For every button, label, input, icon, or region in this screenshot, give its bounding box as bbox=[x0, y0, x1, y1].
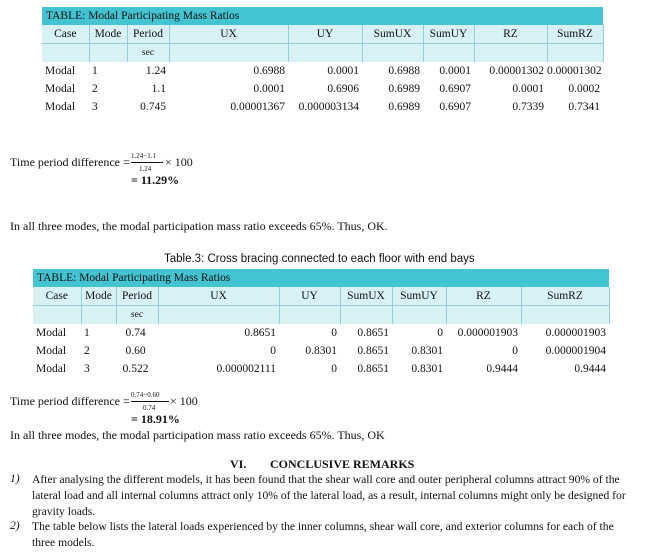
item-text: The table below lists the lateral loads experienced by the inner columns, shear wall core, and exterior columns for each of the three models. bbox=[32, 520, 614, 549]
table-cell: 0.0001 bbox=[439, 65, 471, 77]
table-cell: 1.1 bbox=[151, 83, 166, 95]
unit-cell bbox=[423, 44, 474, 63]
table-cell: 0.00001302 bbox=[489, 65, 544, 77]
table-cell: 0.000001904 bbox=[545, 345, 606, 357]
table-cell: 0.9444 bbox=[574, 363, 606, 375]
calc-result: = 18.91% bbox=[131, 412, 180, 426]
table-cell: 0.8651 bbox=[357, 327, 389, 339]
table-cell: 0 bbox=[437, 327, 443, 339]
table-cell: 0.0002 bbox=[568, 83, 600, 95]
table-cell: 3 bbox=[92, 101, 98, 113]
table-cell: 0.6906 bbox=[327, 83, 359, 95]
table-cell: 2 bbox=[92, 83, 98, 95]
table-cell: 0.6988 bbox=[253, 65, 285, 77]
table-row bbox=[33, 360, 609, 378]
header-cell: SumUX bbox=[362, 25, 423, 44]
table-cell: 0.74 bbox=[125, 327, 146, 339]
calc-denominator: 1.24 bbox=[139, 165, 152, 173]
unit-cell bbox=[392, 306, 446, 325]
unit-cell bbox=[42, 44, 89, 63]
unit-cell bbox=[33, 306, 81, 325]
table-cell: 0.8651 bbox=[357, 363, 389, 375]
table-cell: 0.8301 bbox=[411, 363, 443, 375]
header-cell: SumRZ bbox=[547, 25, 603, 44]
table-cell: Modal bbox=[36, 345, 67, 357]
table-cell: 0.6989 bbox=[388, 101, 420, 113]
header-cell: UY bbox=[288, 25, 362, 44]
table-caption: Table.3: Cross bracing connected to each floor with end bays bbox=[164, 253, 475, 265]
unit-cell bbox=[158, 306, 279, 325]
table-cell: Modal bbox=[36, 327, 67, 339]
fraction-bar bbox=[131, 401, 169, 402]
header-cell: RZ bbox=[474, 25, 547, 44]
header-cell: UX bbox=[158, 287, 279, 306]
table-cell: 0.00001367 bbox=[230, 101, 285, 113]
item-text: After analysing the different models, it has been found that the shear wall core and outer peripheral columns attract 90% of the lateral load and all internal columns attract only 10% of the lateral load, as a result, internal columns might only be designed for gravity loads. bbox=[32, 473, 626, 518]
unit-cell bbox=[340, 306, 392, 325]
item-number: 1) bbox=[10, 472, 20, 485]
section-number: VI. bbox=[230, 457, 247, 471]
table-cell: 0.7339 bbox=[512, 101, 544, 113]
table-cell: 0 bbox=[331, 363, 337, 375]
table-row bbox=[33, 324, 609, 342]
table-cell: Modal bbox=[45, 83, 76, 95]
calc-label: Time period difference = bbox=[10, 155, 130, 169]
table-cell: 0.745 bbox=[140, 101, 166, 113]
table-row bbox=[42, 98, 603, 116]
table-cell: 3 bbox=[84, 363, 90, 375]
table-cell: 0.8301 bbox=[411, 345, 443, 357]
table-cell: 0.6989 bbox=[388, 83, 420, 95]
unit-cell bbox=[169, 44, 288, 63]
table-cell: 0.000001903 bbox=[545, 327, 606, 339]
table-cell: 1 bbox=[92, 65, 98, 77]
remark-text: In all three modes, the modal participation mass ratio exceeds 65%. Thus, OK. bbox=[10, 219, 388, 233]
unit-cell bbox=[521, 306, 609, 325]
table-cell: 0.0001 bbox=[512, 83, 544, 95]
calc-label: Time period difference = bbox=[10, 394, 130, 408]
table-cell: 0.6907 bbox=[439, 83, 471, 95]
header-cell: Case bbox=[42, 25, 89, 44]
calc-numerator: 0.74−0.60 bbox=[131, 391, 160, 399]
calc-numerator: 1.24−1.1 bbox=[131, 152, 156, 160]
header-cell: SumUX bbox=[340, 287, 392, 306]
header-cell: Period bbox=[127, 25, 169, 44]
table-cell: 0.000003134 bbox=[298, 101, 359, 113]
unit-cell bbox=[547, 44, 603, 63]
header-cell: UY bbox=[279, 287, 340, 306]
modal-table-1 bbox=[42, 7, 604, 116]
header-cell: SumRZ bbox=[521, 287, 609, 306]
table-cell: 1.24 bbox=[145, 65, 166, 77]
unit-cell: sec bbox=[116, 306, 158, 325]
header-cell: SumUY bbox=[423, 25, 474, 44]
table-cell: Modal bbox=[36, 363, 67, 375]
table-cell: 2 bbox=[84, 345, 90, 357]
section-title: CONCLUSIVE REMARKS bbox=[270, 457, 415, 471]
header-cell: Case bbox=[33, 287, 81, 306]
table-row bbox=[42, 62, 603, 80]
unit-cell bbox=[288, 44, 362, 63]
table-cell: 0.60 bbox=[125, 345, 146, 357]
table-cell: 0.0001 bbox=[253, 83, 285, 95]
item-number: 2) bbox=[10, 519, 20, 532]
unit-cell bbox=[474, 44, 547, 63]
calc-result: = 11.29% bbox=[131, 173, 180, 187]
table-cell: 0.6988 bbox=[388, 65, 420, 77]
table-cell: 0.7341 bbox=[568, 101, 600, 113]
table-cell: 0.8651 bbox=[244, 327, 276, 339]
table-cell: Modal bbox=[45, 101, 76, 113]
table-cell: 0.000002111 bbox=[216, 363, 276, 375]
table-cell: 0.00001302 bbox=[547, 65, 602, 77]
header-cell: Mode bbox=[89, 25, 127, 44]
table-title: TABLE: Modal Participating Mass Ratios bbox=[33, 269, 609, 287]
unit-cell bbox=[89, 44, 127, 63]
header-cell: Mode bbox=[81, 287, 116, 306]
table-cell: 0 bbox=[270, 345, 276, 357]
table-cell: 0.8301 bbox=[305, 345, 337, 357]
table-cell: 0 bbox=[331, 327, 337, 339]
unit-cell bbox=[279, 306, 340, 325]
calc-multiplier: × 100 bbox=[165, 155, 193, 169]
table-cell: 0.522 bbox=[122, 363, 149, 375]
unit-cell bbox=[81, 306, 116, 325]
table-title: TABLE: Modal Participating Mass Ratios bbox=[42, 7, 603, 25]
calc-denominator: 0.74 bbox=[143, 404, 156, 412]
table-cell: 0.0001 bbox=[327, 65, 359, 77]
table-row bbox=[33, 342, 609, 360]
header-cell: Period bbox=[116, 287, 158, 306]
header-cell: SumUY bbox=[392, 287, 446, 306]
modal-table-2 bbox=[33, 269, 610, 378]
fraction-bar bbox=[131, 162, 163, 163]
unit-cell: sec bbox=[127, 44, 169, 63]
table-cell: 0.9444 bbox=[486, 363, 518, 375]
table-cell: 0 bbox=[512, 345, 518, 357]
table-cell: Modal bbox=[45, 65, 76, 77]
table-cell: 0.000001903 bbox=[457, 327, 518, 339]
table-row bbox=[42, 80, 603, 98]
table-cell: 1 bbox=[84, 327, 90, 339]
table-cell: 0.8651 bbox=[357, 345, 389, 357]
unit-cell bbox=[446, 306, 521, 325]
remark-text: In all three modes, the modal participation mass ratio exceeds 65%. Thus, OK bbox=[10, 428, 385, 442]
table-cell: 0.6907 bbox=[439, 101, 471, 113]
calc-multiplier: × 100 bbox=[170, 394, 198, 408]
header-cell: UX bbox=[169, 25, 288, 44]
header-cell: RZ bbox=[446, 287, 521, 306]
unit-cell bbox=[362, 44, 423, 63]
